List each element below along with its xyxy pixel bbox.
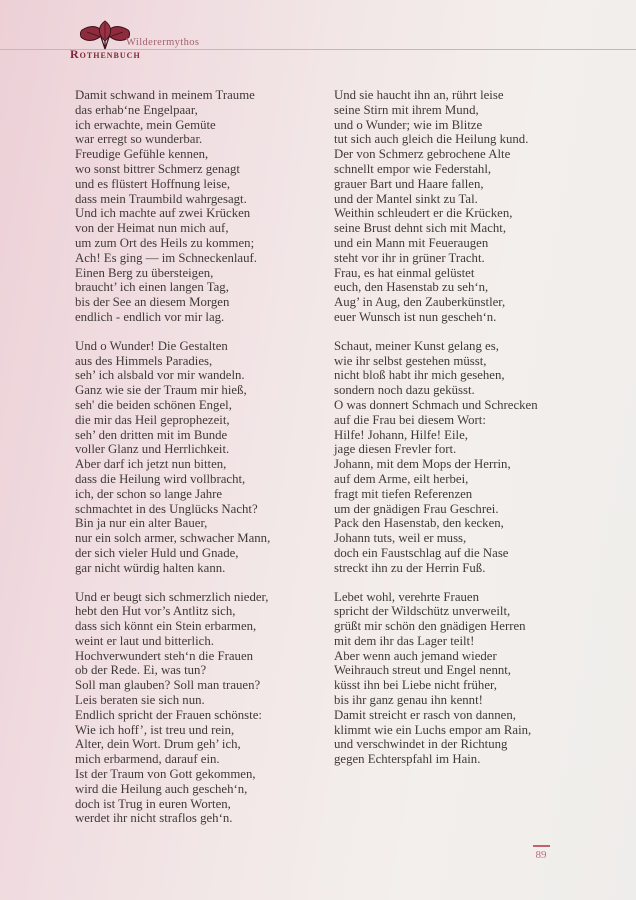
poem-line: Pack den Hasenstab, den kecken, (334, 516, 504, 531)
poem-line: um zum Ort des Heils zu kommen; (75, 235, 255, 250)
poem-line: euch, den Hasenstab zu seh‘n, (334, 280, 489, 295)
poem-line: O was donnert Schmach und Schrecken (334, 397, 538, 412)
poem-line: Hilfe! Johann, Hilfe! Eile, (334, 427, 468, 442)
poem-line: braucht’ ich einen langen Tag, (75, 280, 229, 295)
poem-line: Ist der Traum von Gott gekommen, (75, 767, 256, 782)
poem-line: Johann tuts, weil er muss, (334, 531, 467, 546)
poem-line: und o Wunder; wie im Blitze (334, 117, 483, 132)
poem-line: Ganz wie sie der Traum mir hieß, (75, 383, 247, 398)
poem-line: Weithin schleudert er die Krücken, (334, 206, 513, 221)
poem-line: Aug’ in Aug, den Zauberkünstler, (334, 295, 506, 310)
poem-column-left (75, 88, 333, 840)
poem-line: küsst ihn bei Liebe nicht früher, (334, 678, 497, 693)
poem-line: Und ich machte auf zwei Krücken (75, 206, 251, 221)
section-title: Wilderermythos (126, 37, 200, 48)
poem-line: endlich - endlich vor mir lag. (75, 309, 225, 324)
poem-line: Damit schwand in meinem Traume (75, 88, 255, 102)
poem-line: hebt den Hut vor’s Antlitz sich, (75, 604, 236, 619)
poem-line: ich erwachte, mein Gemüte (75, 117, 216, 132)
poem-line: jage diesen Frevler fort. (334, 442, 457, 457)
poem-line: Aber darf ich jetzt nun bitten, (75, 457, 227, 472)
poem-line: Damit streicht er rasch von dannen, (334, 707, 516, 722)
poem-line: ob der Rede. Ei, was tun? (75, 663, 207, 678)
poem-line: wie ihr selbst gestehen müsst, (334, 353, 487, 368)
poem-line: nicht bloß habt ihr mich gesehen, (334, 368, 505, 383)
poem-line: gegen Echterspfahl im Hain. (334, 752, 481, 767)
poem-line: nur ein solch armer, schwacher Mann, (75, 531, 271, 546)
poem-line: gar nicht würdig halten kann. (75, 560, 226, 575)
poem-line: von der Heimat nun mich auf, (75, 221, 229, 236)
poem-line: dass sich könnt ein Stein erbarmen, (75, 619, 257, 634)
logo-wordmark: Rothenbuch (70, 47, 141, 61)
poem-line: um der gnädigen Frau Geschrei. (334, 501, 499, 516)
poem-line: bis der See an diesem Morgen (75, 295, 230, 310)
poem-line: Endlich spricht der Frauen schönste: (75, 707, 262, 722)
poem-line: dass mein Traumbild wahrgesagt. (75, 191, 247, 206)
poem-line: wo sonst bittrer Schmerz genagt (75, 161, 240, 176)
poem-line: fragt mit tiefen Referenzen (334, 486, 473, 501)
poem-line: Und sie haucht ihn an, rührt leise (334, 88, 504, 102)
poem-line: sondern noch dazu geküsst. (334, 383, 475, 398)
footer-rule (533, 845, 550, 847)
poem-stanza (334, 590, 592, 768)
poem-line: seh’ den dritten mit im Bunde (75, 427, 228, 442)
poem-line: streckt ihn zu der Herrin Fuß. (334, 560, 486, 575)
poem-line: und ein Mann mit Feueraugen (334, 235, 489, 250)
poem-line: klimmt wie ein Luchs empor am Rain, (334, 722, 532, 737)
poem-line: war erregt so wunderbar. (75, 132, 203, 147)
poem-column-right (334, 88, 592, 781)
poem-line: ich, der schon so lange Jahre (75, 486, 223, 501)
poem-line: weint er laut und bitterlich. (75, 633, 214, 648)
poem-line: auf dem Arme, eilt herbei, (334, 471, 469, 486)
poem-line: werdet ihr nicht straflos geh‘n. (75, 811, 233, 826)
poem-stanza (334, 88, 592, 325)
poem-line: Johann, mit dem Mops der Herrin, (334, 457, 511, 472)
poem-line: schnellt empor wie Federstahl, (334, 161, 492, 176)
poem-line: voller Glanz und Herrlichkeit. (75, 442, 230, 457)
poem-line: grüßt mir schön den gnädigen Herren (334, 619, 526, 634)
poem-line: grauer Bart und Haare fallen, (334, 176, 484, 191)
poem-line: doch ist Trug in euren Worten, (75, 796, 231, 811)
poem-line: tut sich auch gleich die Heilung kund. (334, 132, 529, 147)
poem-line: das erhab‘ne Engelpaar, (75, 102, 198, 117)
poem-line: Und o Wunder! Die Gestalten (75, 338, 228, 353)
poem-line: doch ein Faustschlag auf die Nase (334, 545, 509, 560)
poem-line: seine Brust dehnt sich mit Macht, (334, 221, 507, 236)
poem-line: spricht der Wildschütz unverweilt, (334, 604, 511, 619)
poem-line: Alter, dein Wort. Drum geh’ ich, (75, 737, 241, 752)
poem-stanza (75, 590, 333, 827)
poem-line: Frau, es hat einmal gelüstet (334, 265, 475, 280)
poem-stanza (334, 339, 592, 576)
poem-line: und verschwindet in der Richtung (334, 737, 508, 752)
poem-line: Freudige Gefühle kennen, (75, 147, 209, 162)
poem-line: und es flüstert Hoffnung leise, (75, 176, 231, 191)
poem-line: Bin ja nur ein alter Bauer, (75, 516, 208, 531)
poem-line: die mir das Heil geprophezeit, (75, 412, 230, 427)
poem-line: seine Stirn mit ihrem Mund, (334, 102, 479, 117)
poem-line: euer Wunsch ist nun gescheh‘n. (334, 309, 497, 324)
poem-line: schmachtet in des Unglücks Nacht? (75, 501, 258, 516)
poem-line: mit dem ihr das Lager teilt! (334, 633, 475, 648)
poem-line: seh' die beiden schönen Engel, (75, 397, 232, 412)
poem-line: mich erbarmend, darauf ein. (75, 752, 220, 767)
poem-line: Leis beraten sie sich nun. (75, 693, 205, 708)
poem-line: Aber wenn auch jemand wieder (334, 648, 497, 663)
poem-line: Der von Schmerz gebrochene Alte (334, 147, 511, 162)
poem-line: dass die Heilung wird vollbracht, (75, 471, 246, 486)
poem-line: steht vor ihr in grüner Tracht. (334, 250, 485, 265)
page-number: 89 (535, 849, 547, 861)
poem-line: Schaut, meiner Kunst gelang es, (334, 338, 499, 353)
poem-line: Wie ich hoff’, ist treu und rein, (75, 722, 235, 737)
poem-stanza (75, 339, 333, 576)
poem-line: Ach! Es ging — im Schneckenlauf. (75, 250, 257, 265)
poem-line: der sich vieler Huld und Gnade, (75, 545, 239, 560)
poem-line: Weihrauch streut und Engel nennt, (334, 663, 512, 678)
poem-line: Einen Berg zu übersteigen, (75, 265, 214, 280)
poem-line: Soll man glauben? Soll man trauen? (75, 678, 261, 693)
poem-line: Lebet wohl, verehrte Frauen (334, 589, 479, 604)
poem-line: bis ihr ganz genau ihn kennt! (334, 693, 483, 708)
poem-line: Hochverwundert steh‘n die Frauen (75, 648, 254, 663)
poem-line: auf die Frau bei diesem Wort: (334, 412, 486, 427)
poem-stanza (75, 88, 333, 325)
poem-line: wird die Heilung auch gescheh‘n, (75, 781, 248, 796)
poem-line: aus des Himmels Paradies, (75, 353, 213, 368)
poem-line: seh’ ich alsbald vor mir wandeln. (75, 368, 245, 383)
poem-line: Und er beugt sich schmerzlich nieder, (75, 589, 269, 604)
poem-line: und der Mantel sinkt zu Tal. (334, 191, 478, 206)
